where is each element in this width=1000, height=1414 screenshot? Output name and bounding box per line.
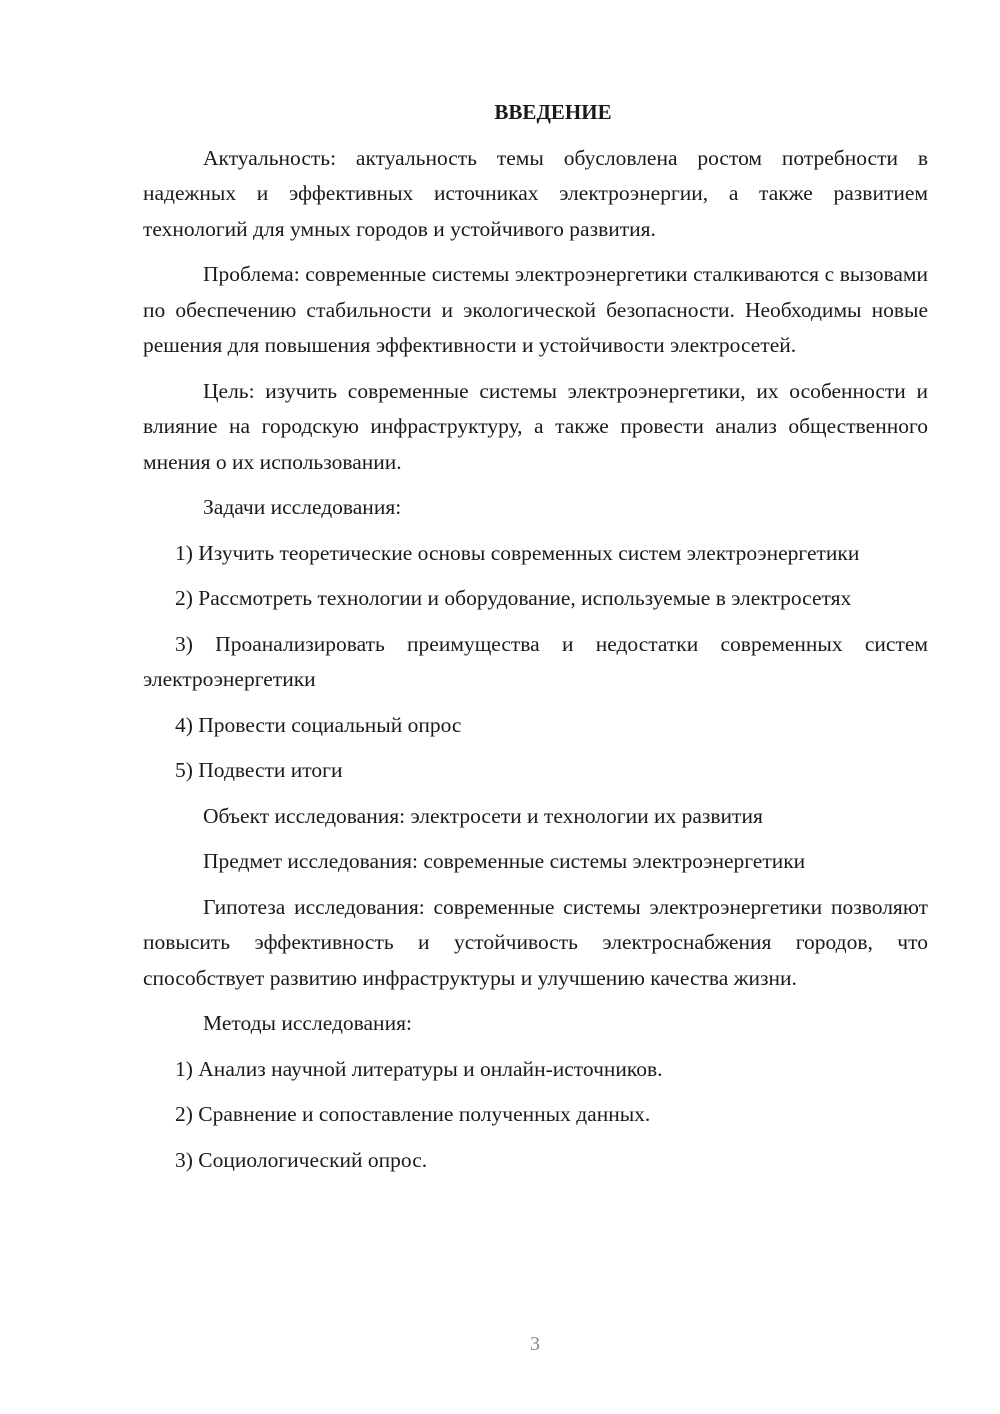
list-item: 3) Социологический опрос. bbox=[175, 1147, 428, 1172]
list-item: 5) Подвести итоги bbox=[175, 758, 343, 782]
list-item: 2) Сравнение и сопоставление полученных данных. bbox=[175, 1102, 651, 1126]
paragraph: Гипотеза исследования: современные системы электроэнергетики позволяют повысить эффективность и устойчивость электроснабжения городов, что способствует развитию инфраструктуры и улучшению качества жизни. bbox=[143, 894, 928, 990]
page-title: ВВЕДЕНИЕ bbox=[494, 100, 612, 124]
paragraph: Методы исследования: bbox=[203, 1011, 412, 1035]
paragraph: Объект исследования: электросети и технологии их развития bbox=[203, 803, 763, 828]
list-item: 1) Анализ научной литературы и онлайн-источников. bbox=[175, 1056, 663, 1081]
page-content bbox=[143, 95, 928, 1188]
list-item: 2) Рассмотреть технологии и оборудование, используемые в электросетях bbox=[175, 586, 852, 610]
list-item: 1) Изучить теоретические основы современных систем электроэнергетики bbox=[175, 540, 860, 565]
list-item: 4) Провести социальный опрос bbox=[175, 712, 462, 737]
paragraph: Предмет исследования: современные системы электроэнергетики bbox=[203, 849, 806, 873]
body-text bbox=[143, 141, 928, 1179]
page-number: 3 bbox=[530, 1333, 540, 1355]
list-item: 3) Проанализировать преимущества и недостатки современных систем электроэнергетики bbox=[143, 631, 928, 691]
paragraph: Актуальность: актуальность темы обусловлена ростом потребности в надежных и эффективных источниках электроэнергии, а также развитием технологий для умных городов и устойчивого развития. bbox=[143, 145, 928, 241]
paragraph: Цель: изучить современные системы электроэнергетики, их особенности и влияние на городскую инфраструктуру, а также провести анализ общественного мнения о их использовании. bbox=[143, 378, 928, 474]
paragraph: Задачи исследования: bbox=[203, 495, 402, 519]
paragraph: Проблема: современные системы электроэнергетики сталкиваются с вызовами по обеспечению стабильности и экологической безопасности. Необходимы новые решения для повышения эффективности и устойчивости электросетей. bbox=[143, 262, 928, 357]
